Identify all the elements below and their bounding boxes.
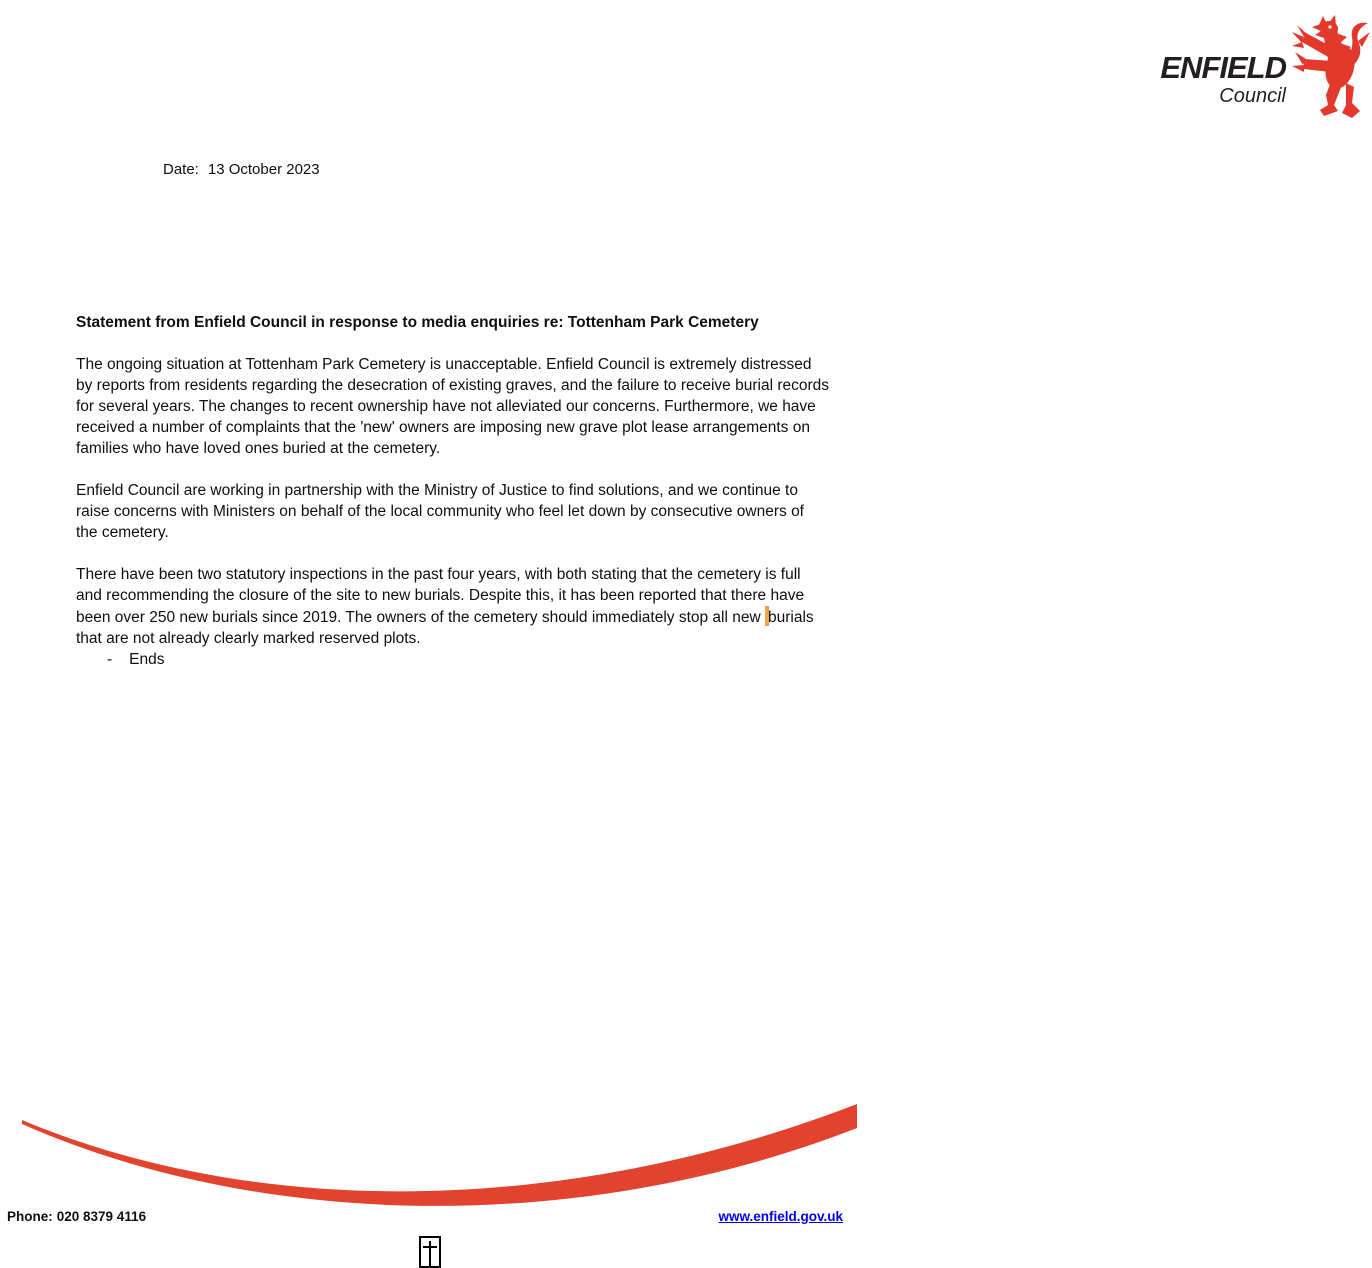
crosshair-cursor-icon: [419, 1236, 441, 1268]
paragraph-1: The ongoing situation at Tottenham Park Cemetery is unacceptable. Enfield Council is extremely distressed by reports from residents regarding the desecration of existing graves, and the failure to receive burial records for several years. The changes to recent ownership have not alleviated our concerns. Furthermore, we have received a number of complaints that the 'new' owners are imposing new grave plot lease arrangements on families who have loved ones buried at the cemetery.: [76, 356, 829, 457]
statement-heading: Statement from Enfield Council in response to media enquiries re: Tottenham Park Cemetery: [76, 314, 759, 331]
paragraph-2: Enfield Council are working in partnership with the Ministry of Justice to find solutions, and we continue to raise concerns with Ministers on behalf of the local community who feel let down by consecutive owners of the cemetery.: [76, 482, 804, 541]
statement-body: [76, 312, 829, 670]
paragraph-3: [76, 564, 829, 649]
website-link[interactable]: www.enfield.gov.uk: [718, 1209, 843, 1224]
ends-bullet-dash: -: [107, 651, 113, 668]
footer-swoosh-graphic: [0, 1090, 888, 1220]
logo-enfield-text: ENFIELD: [1160, 50, 1286, 85]
enfield-council-logo: [568, 0, 1286, 130]
footer-phone: [7, 1209, 146, 1224]
date-label: Date:: [163, 161, 199, 178]
paragraph-3-before-cursor: There have been two statutory inspections in the past four years, with both stating that the cemetery is full and recommending the closure of the site to new burials. Despite this, it has been reported that there have been over 250 new burials since 2019. The owners of the cemetery should immediately stop all new: [76, 566, 805, 626]
logo-council-text: Council: [1219, 85, 1286, 107]
phone-label: Phone:: [7, 1209, 53, 1224]
phone-number: 020 8379 4116: [56, 1209, 147, 1224]
date-value: 13 October 2023: [207, 161, 320, 178]
date-line: [163, 161, 320, 178]
enfield-beast-icon: [1290, 14, 1372, 122]
ends-list-item: [76, 649, 829, 670]
ends-label: Ends: [129, 651, 165, 668]
logo-text: [1153, 52, 1286, 106]
paragraph-3-after-cursor: burials that are not already clearly marked reserved plots.: [76, 609, 814, 647]
